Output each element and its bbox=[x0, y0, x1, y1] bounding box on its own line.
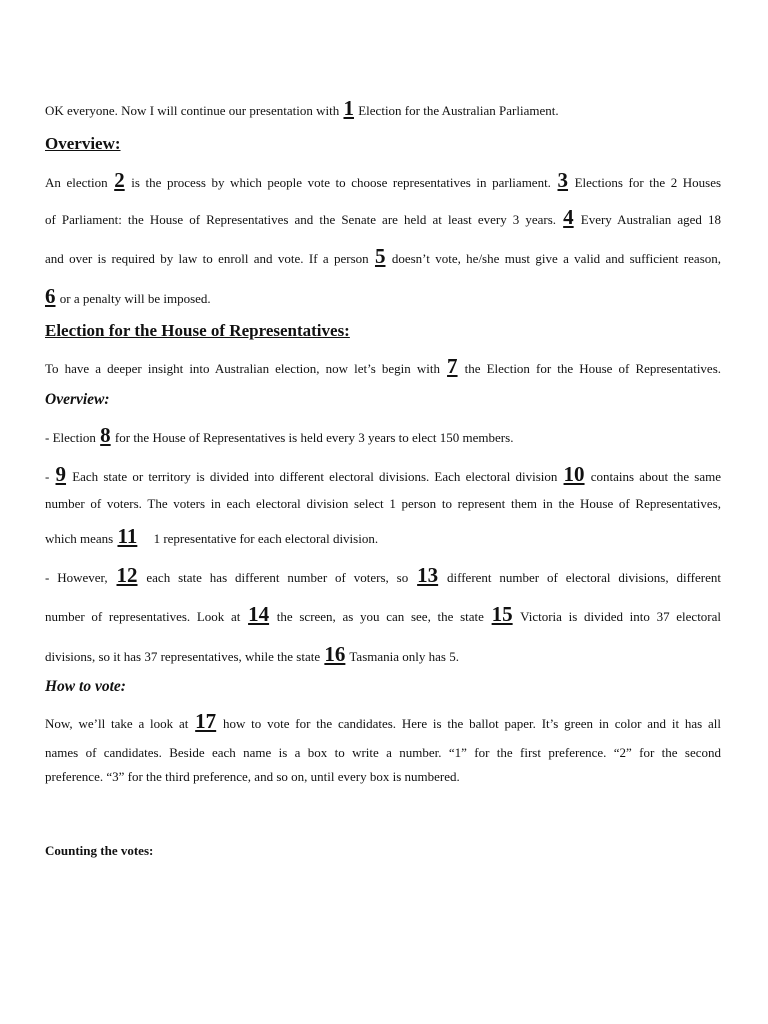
paragraph-line: and over is required by law to enroll and vote. If a person 5 doesn’t vote, he/she must give a valid and sufficient reason, bbox=[45, 244, 722, 268]
blank-number: 4 bbox=[563, 205, 574, 229]
paragraph-line: number of representatives. Look at 14 the screen, as you can see, the state 15 Victoria is divided into 37 electoral bbox=[45, 602, 722, 626]
paragraph-line: - However, 12 each state has different number of voters, so 13 different number of electoral divisions, different bbox=[45, 563, 721, 587]
blank-number: 6 bbox=[45, 284, 56, 308]
counting-votes-heading: Counting the votes: bbox=[45, 843, 154, 858]
intro-line: OK everyone. Now I will continue our presentation with 1 Election for the Australian Parliament. bbox=[45, 96, 559, 120]
house-overview-heading: Overview: bbox=[45, 391, 110, 408]
blank-number: 16 bbox=[324, 642, 346, 666]
paragraph-line: Now, we’ll take a look at 17 how to vote for the candidates. Here is the ballot paper. It’s green in color and it has all bbox=[45, 709, 722, 733]
paragraph-line: preference. “3” for the third preference, and so on, until every box is numbered. bbox=[45, 769, 460, 784]
blank-number: 14 bbox=[248, 602, 270, 626]
blank-number: 3 bbox=[557, 168, 569, 192]
paragraph-line: - 9 Each state or territory is divided into different electoral divisions. Each electoral division 10 contains about the same bbox=[45, 462, 722, 486]
paragraph-line: number of voters. The voters in each electoral division select 1 person to represent them in the House of Representatives, bbox=[45, 496, 721, 511]
paragraph-line: of Parliament: the House of Representatives and the Senate are held at least every 3 years. 4 Every Australian aged 18 bbox=[45, 205, 722, 229]
how-to-vote-heading: How to vote: bbox=[45, 678, 126, 695]
blank-number: 1 bbox=[343, 96, 354, 120]
blank-number: 13 bbox=[417, 563, 439, 587]
house-section-heading: Election for the House of Representatives: bbox=[45, 321, 350, 340]
blank-number: 5 bbox=[374, 244, 386, 268]
blank-number: 9 bbox=[55, 462, 67, 486]
paragraph-line: - Election 8 for the House of Representatives is held every 3 years to elect 150 members. bbox=[45, 423, 514, 447]
blank-number: 17 bbox=[195, 709, 217, 733]
blank-number: 12 bbox=[116, 563, 138, 587]
paragraph-line: An election 2 is the process by which people vote to choose representatives in parliament. 3 Elections for the 2 Houses bbox=[45, 168, 722, 192]
overview-heading: Overview: bbox=[45, 134, 121, 153]
blank-number: 10 bbox=[563, 462, 585, 486]
blank-number: 15 bbox=[491, 602, 513, 626]
blank-number: 7 bbox=[447, 354, 458, 378]
blank-number: 2 bbox=[114, 168, 125, 192]
paragraph-line: To have a deeper insight into Australian election, now let’s begin with 7 the Election for the House of Representatives. bbox=[45, 354, 722, 378]
paragraph-line: divisions, so it has 37 representatives, while the state 16 Tasmania only has 5. bbox=[45, 642, 459, 666]
paragraph-line: which means 11 1 representative for each electoral division. bbox=[45, 524, 379, 548]
paragraph-line: names of candidates. Beside each name is a box to write a number. “1” for the first preference. “2” for the second bbox=[45, 745, 721, 760]
blank-number: 11 bbox=[117, 524, 138, 548]
paragraph-line: 6 or a penalty will be imposed. bbox=[45, 284, 211, 308]
blank-number: 8 bbox=[100, 423, 111, 447]
